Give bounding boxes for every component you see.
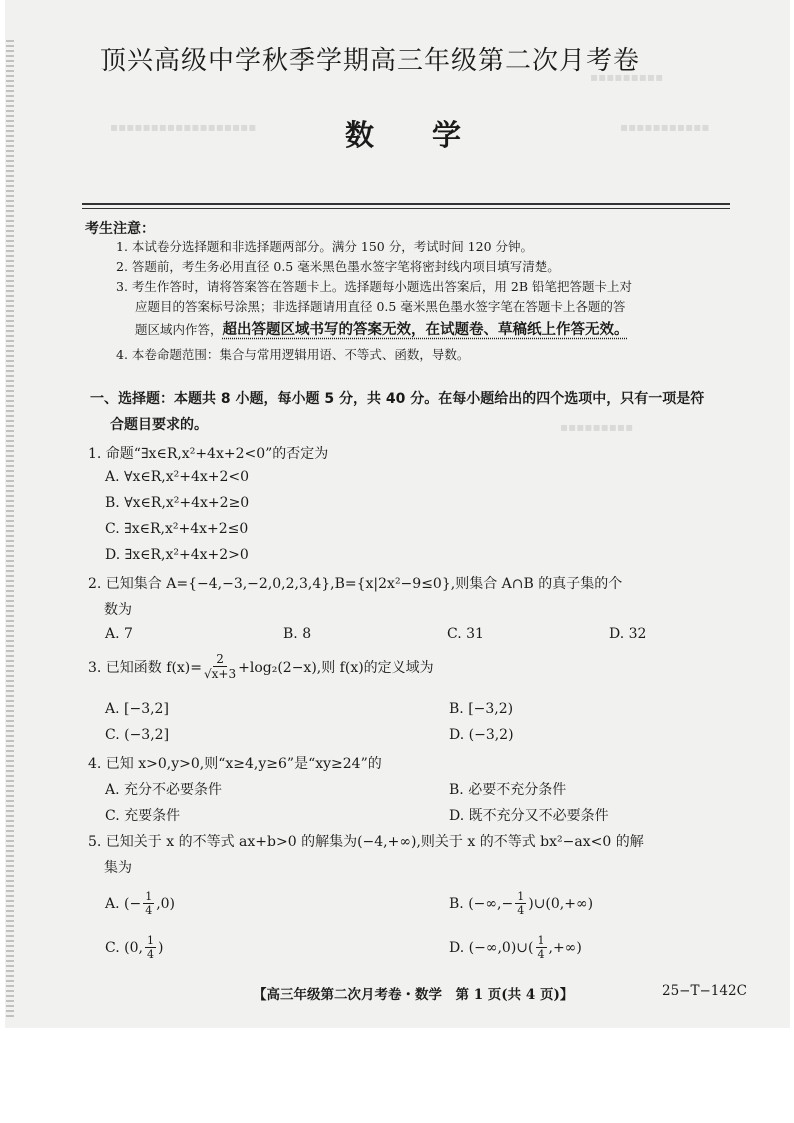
question-3-fraction-den: √x+3 bbox=[204, 667, 237, 681]
question-3-option-c: C. (−3,2] bbox=[105, 727, 170, 743]
question-5-option-c bbox=[105, 934, 163, 961]
question-1-option-d: D. ∃x∈R,x²+4x+2>0 bbox=[105, 547, 249, 563]
question-1-option-b: B. ∀x∈R,x²+4x+2≥0 bbox=[105, 495, 250, 511]
question-3-option-d: D. (−3,2) bbox=[449, 727, 514, 743]
option-text: ,0) bbox=[156, 895, 176, 912]
binding-edge bbox=[6, 40, 14, 1020]
bleed-through: ▪▪▪▪▪▪▪▪▪ bbox=[560, 420, 634, 434]
fraction-den: 4 bbox=[145, 904, 153, 917]
notice-emphasis: 超出答题区域书写的答案无效，在试题卷、草稿纸上作答无效。 bbox=[222, 322, 629, 338]
question-1-option-a: A. ∀x∈R,x²+4x+2<0 bbox=[105, 469, 250, 485]
question-1-stem: 1. 命题“∃x∈R,x²+4x+2<0”的否定为 bbox=[88, 446, 329, 462]
question-2-option-a: A. 7 bbox=[105, 626, 133, 642]
option-text: A. (− bbox=[105, 895, 142, 912]
question-2-stem: 2. 已知集合 A={−4,−3,−2,0,2,3,4},B={x|2x²−9≤0},则集合 A∩B 的真子集的个 bbox=[88, 576, 623, 592]
fraction-den: 4 bbox=[517, 904, 525, 917]
option-text: )∪(0,+∞) bbox=[528, 895, 594, 912]
notice-item: 2. 答题前，考生务必用直径 0.5 毫米黑色墨水签字笔将密封线内项目填写清楚。 bbox=[116, 259, 560, 274]
option-text: ,+∞) bbox=[548, 939, 582, 956]
bleed-through: ▪▪▪▪▪▪▪▪▪▪▪▪▪▪▪▪▪▪ bbox=[110, 120, 257, 134]
question-3-fraction bbox=[204, 652, 236, 681]
page-footer: 【高三年级第二次月考卷・数学 第 1 页(共 4 页)】 bbox=[253, 987, 574, 1003]
notice-item-line bbox=[135, 318, 629, 339]
question-4-option-d: D. 既不充分又不必要条件 bbox=[449, 808, 609, 824]
question-3-option-a: A. [−3,2] bbox=[105, 701, 169, 717]
option-text: ) bbox=[157, 939, 164, 956]
question-2-stem-cont: 数为 bbox=[104, 602, 132, 618]
section-heading: 一、选择题：本题共 8 小题，每小题 5 分，共 40 分。在每小题给出的四个选项中，只有一项是符 bbox=[90, 391, 705, 407]
notice-item: 3. 考生作答时，请将答案答在答题卡上。选择题每小题选出答案后，用 2B 铅笔把答题卡上对 bbox=[116, 279, 632, 294]
question-2-option-b: B. 8 bbox=[283, 626, 312, 642]
fraction-num: 1 bbox=[537, 934, 545, 947]
question-1-option-c: C. ∃x∈R,x²+4x+2≤0 bbox=[105, 521, 249, 537]
question-4-option-a: A. 充分不必要条件 bbox=[105, 782, 223, 798]
fraction bbox=[536, 934, 547, 961]
question-3-option-b: B. [−3,2) bbox=[449, 701, 514, 717]
option-text: B. (−∞,− bbox=[449, 895, 514, 912]
header-rule bbox=[82, 203, 730, 205]
question-4-option-b: B. 必要不充分条件 bbox=[449, 782, 567, 798]
fraction bbox=[143, 890, 154, 917]
question-3-stem bbox=[88, 652, 434, 681]
bleed-through: ▪▪▪▪▪▪▪▪▪ bbox=[590, 70, 664, 84]
question-3-stem-pre: 3. 已知函数 f(x)= bbox=[88, 659, 202, 676]
question-5-option-a bbox=[105, 890, 175, 917]
question-5-option-d bbox=[449, 934, 582, 961]
question-3-stem-post: +log₂(2−x),则 f(x)的定义域为 bbox=[238, 659, 434, 676]
fraction-num: 1 bbox=[517, 890, 525, 903]
question-4-option-c: C. 充要条件 bbox=[105, 808, 181, 824]
question-5-option-b bbox=[449, 890, 593, 917]
section-heading-cont: 合题目要求的。 bbox=[110, 417, 208, 433]
option-text: D. (−∞,0)∪( bbox=[449, 939, 534, 956]
question-3-fraction-num: 2 bbox=[213, 652, 227, 667]
paper-code: 25−T−142C bbox=[662, 983, 747, 999]
header-rule-thin bbox=[82, 208, 730, 209]
fraction-num: 1 bbox=[145, 890, 153, 903]
fraction-num: 1 bbox=[146, 934, 154, 947]
bleed-through: ▪▪▪▪▪▪▪▪▪▪▪ bbox=[620, 120, 710, 134]
question-2-option-d: D. 32 bbox=[609, 626, 647, 642]
notice-item: 1. 本试卷分选择题和非选择题两部分。满分 150 分，考试时间 120 分钟。 bbox=[116, 239, 534, 254]
option-text: C. (0, bbox=[105, 939, 143, 956]
question-5-stem: 5. 已知关于 x 的不等式 ax+b>0 的解集为(−4,+∞),则关于 x 的不等式 bx²−ax<0 的解 bbox=[88, 834, 644, 850]
fraction bbox=[145, 934, 156, 961]
question-2-option-c: C. 31 bbox=[447, 626, 484, 642]
question-5-stem-cont: 集为 bbox=[104, 860, 132, 876]
question-4-stem: 4. 已知 x>0,y>0,则“x≥4,y≥6”是“xy≥24”的 bbox=[88, 756, 382, 772]
subject-title: 数学 bbox=[345, 118, 520, 152]
fraction-den: 4 bbox=[146, 948, 154, 961]
notice-item: 应题目的答案标号涂黑；非选择题请用直径 0.5 毫米黑色墨水签字笔在答题卡上各题的答 bbox=[135, 299, 626, 314]
fraction bbox=[515, 890, 526, 917]
notice-item: 题区域内作答， bbox=[135, 322, 223, 337]
notice-item: 4. 本卷命题范围：集合与常用逻辑用语、不等式、函数，导数。 bbox=[116, 347, 470, 362]
fraction-den: 4 bbox=[537, 948, 545, 961]
notice-heading: 考生注意： bbox=[85, 221, 155, 237]
exam-title: 顶兴高级中学秋季学期高三年级第二次月考卷 bbox=[100, 46, 641, 76]
